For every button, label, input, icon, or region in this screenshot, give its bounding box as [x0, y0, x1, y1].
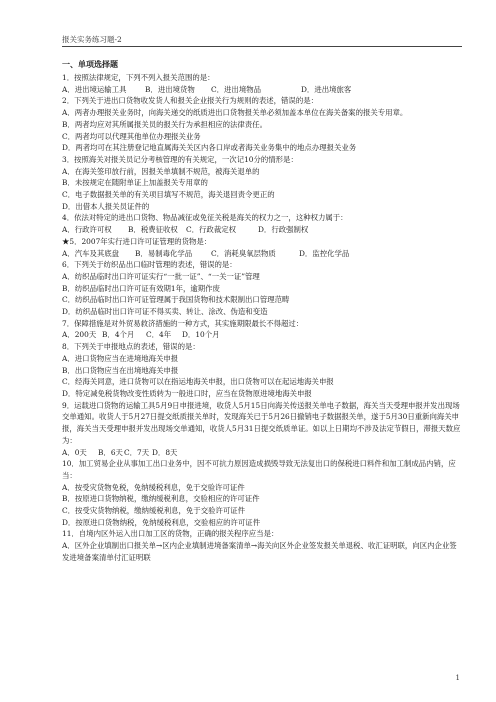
option: C．两者均可以代理其他单位办理报关业务 — [62, 131, 201, 141]
option: A．进口货物应当在进境地海关申报 — [62, 353, 179, 363]
option: D．按原进口货物纳税，免纳缓税利息，交验相应的许可证件 — [62, 517, 261, 527]
option: B．易制毒化学品 — [135, 248, 193, 258]
option: B．两者均应对其所属报关员的报关行为承担相应的法律责任。 — [62, 119, 267, 129]
option: D．行政强制权 — [258, 225, 309, 235]
option: A．0天 — [62, 447, 87, 457]
option: D．进出境旅客 — [301, 84, 352, 94]
question-4-options — [62, 224, 462, 236]
question-4-stem: 4．依法对特定的进出口货物、物品减征或免征关税是海关的权力之一，这种权力属于： — [62, 213, 348, 223]
option: B．按原进口货物纳税，缴纳缓税利息，交验相应的许可证件 — [62, 494, 260, 504]
option: A．200天 — [62, 330, 97, 340]
option: B．纺织品临时出口许可证有效期1年，逾期作废 — [62, 283, 220, 293]
section-title: 一、单项选择题 — [62, 60, 118, 69]
option: B．税费征收权 — [128, 225, 178, 235]
question-2-stem: 2．下列关于进出口货物收发货人和报关企业报关行为规则的表述，错误的是： — [62, 96, 318, 106]
question-5-stem: ★5．2007年实行进口许可证管理的货物是： — [62, 236, 212, 246]
option: A．纺织品临时出口许可证实行“一批一证”、“一关一证”管理 — [62, 271, 260, 281]
option: A．汽车及其底盘 — [62, 248, 120, 258]
question-10-stem: 10．加工贸易企业从事加工出口业务中，因不可抗力原因造成损毁导致无法复出口的保税进口料件和加工制成品内销，应当： — [62, 459, 456, 480]
question-8-stem: 8．下列关于申报地点的表述，错误的是： — [62, 342, 200, 352]
question-5-options — [62, 248, 462, 260]
option: C．进出境物品 — [211, 84, 261, 94]
option: C．经海关同意，进口货物可以在指运地海关申报，出口货物可以在起运地海关申报 — [62, 377, 334, 387]
question-6-stem: 6．下列关于纺织品出口临时管理的表述，错误的是： — [62, 260, 237, 270]
option: D．监控化学品 — [299, 248, 350, 258]
question-1-stem: 1．按照法律规定，下列不列入报关范围的是： — [62, 73, 215, 82]
option: D．特定减免税货物改变性质转为一般进口时，应当在货物原进境地海关申报 — [62, 388, 312, 398]
header-rule — [62, 46, 462, 47]
option: B．4个月 — [102, 330, 135, 340]
option: C．7天 — [124, 447, 150, 457]
option: C．电子数据报关单的有关项目填写不规范，海关退回责令更正的 — [62, 190, 275, 200]
option: D．8天 — [152, 447, 178, 457]
option: A．进出境运输工具 — [62, 84, 127, 94]
question-1-options — [62, 84, 462, 96]
question-3-stem: 3．按照海关对报关员记分考核管理的有关规定，一次记10分的情形是： — [62, 154, 298, 164]
option: B．进出境货物 — [145, 84, 195, 94]
option: C．消耗臭氧层物质 — [211, 248, 276, 258]
question-11-stem: 11．自境内区外运入出口加工区的货物，正确的报关程序应当是： — [62, 529, 279, 539]
running-header: 报关实务练习题-2 — [62, 35, 122, 44]
option: A．行政许可权 — [62, 225, 112, 235]
option: B．未按规定在随附单证上加盖报关专用章的 — [62, 178, 208, 188]
option: C．4年 — [146, 330, 172, 340]
page-number: 1 — [455, 674, 460, 682]
question-9-stem: 9．运载进口货物的运输工具5月9日申报进境，收货人5月15日向海关传送报关单电子数据，海关当天受理申报并发出现场交单通知。收货人于5月27日提交纸质报关单时，发现海关已于5月26日撤销电子数据报关单，遂于5月30日重新向海关申报，海关当天受理申报并发出现场交单通知，收货人5月31日提交纸质单证。如以上日期均不涉及法定节假日，滞报天数应为： — [62, 400, 461, 445]
option: A．在海关签印放行前，因报关单填制不规范，被海关退单的 — [62, 166, 260, 176]
option: B．出口货物应当在出境地海关申报 — [62, 365, 179, 375]
option: C．纺织品临时出口许可证管理属于我国货物和技术限制出口管理范畴 — [62, 295, 290, 305]
option: A．区外企业填制出口报关单→区内企业填制进境备案清单→海关向区外企业签发报关单退税、收汇证明联，向区内企业签发进境备案清单付汇证明联 — [62, 541, 457, 562]
option: A．两者办理报关业务时，向海关递交的纸质进出口货物报关单必须加盖本单位在海关备案的报关专用章。 — [62, 108, 408, 118]
option: B．6天 — [98, 447, 123, 457]
option: C．按受灾货物纳税，缴纳缓税利息，免于交验许可证件 — [62, 506, 246, 516]
option: A．按受灾货物免税，免纳缓税利息，免于交验许可证件 — [62, 482, 245, 492]
question-7-stem: 7．保障措施是对外贸易救济措施的一种方式，其实施期限最长不得超过： — [62, 318, 304, 328]
page-content — [62, 58, 462, 564]
question-9-options — [62, 447, 462, 459]
option: C．行政裁定权 — [186, 225, 236, 235]
option: D．纺织品临时出口许可证不得买卖、转让、涂改、伪造和变造 — [62, 307, 268, 317]
option: D．两者均可在其注册登记地直属海关关区内各口岸或者海关业务集中的地点办理报关业务 — [62, 143, 357, 153]
option: D．出借本人报关员证件的 — [62, 201, 150, 211]
option: D．10个月 — [182, 330, 220, 340]
question-7-options — [62, 329, 462, 341]
